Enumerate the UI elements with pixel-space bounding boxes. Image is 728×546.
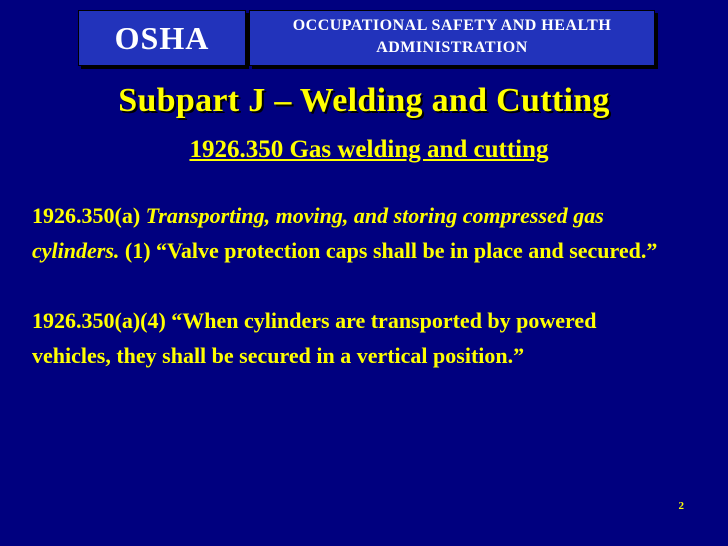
- paragraph-1-ref: 1926.350(a): [32, 203, 146, 228]
- slide-body: [32, 198, 672, 373]
- page-number: 2: [678, 500, 684, 512]
- subtitle-text: 1926.350 Gas welding and cutting: [189, 136, 549, 163]
- slide-title: Subpart J – Welding and Cutting: [118, 82, 610, 119]
- agency-name-line2: ADMINISTRATION: [376, 39, 528, 56]
- paragraph-1-heading: Transporting, moving, and storing compressed gas cylinders.: [32, 203, 604, 263]
- paragraph-2: 1926.350(a)(4) “When cylinders are transported by powered vehicles, they shall be secured in a vertical position.”: [32, 308, 597, 368]
- osha-logo-box: [78, 10, 246, 66]
- paragraph-1: [32, 198, 672, 268]
- agency-name-line1: OCCUPATIONAL SAFETY AND HEALTH: [292, 17, 612, 34]
- slide-subtitle: [0, 136, 728, 164]
- osha-logo-text: OSHA: [114, 19, 210, 56]
- agency-name-box: [249, 10, 655, 66]
- paragraph-1-text: (1) “Valve protection caps shall be in place and secured.”: [119, 238, 658, 263]
